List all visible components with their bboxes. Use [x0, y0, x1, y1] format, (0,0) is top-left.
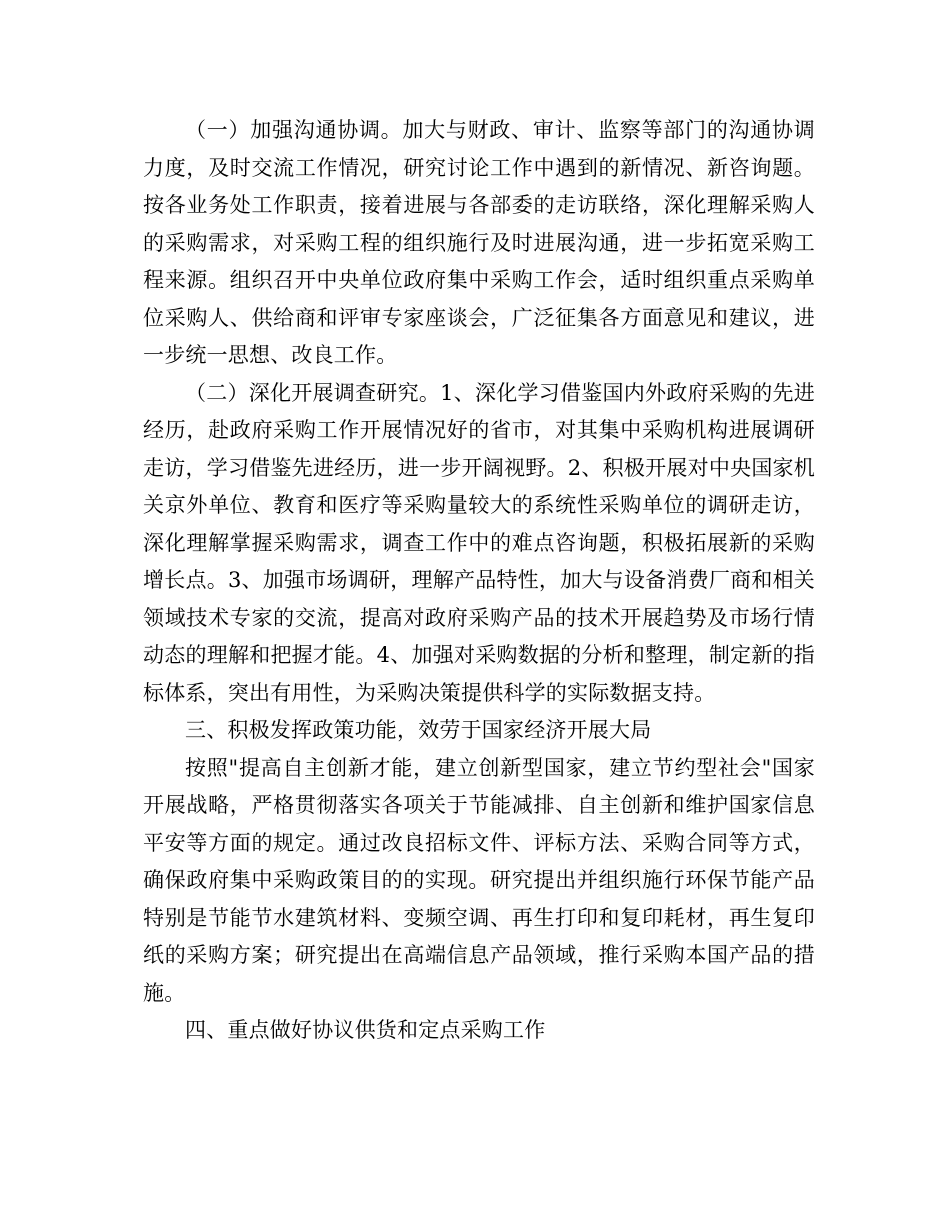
section-heading-supply: 四、重点做好协议供货和定点采购工作: [185, 1018, 546, 1042]
document-body: [143, 112, 815, 1050]
paragraph-research: （二）深化开展调查研究。1、深化学习借鉴国内外政府采购的先进经历，赴政府采购工作开展情况好的省市，对其集中采购机构进展调研走访，学习借鉴先进经历，进一步开阔视野。2、积极开展对中央国家机关京外单位、教育和医疗等采购量较大的系统性采购单位的调研走访，深化理解掌握采购需求，调查工作中的难点咨询题，积极拓展新的采购增长点。3、加强市场调研，理解产品特性，加大与设备消费厂商和相关领域技术专家的交流，提高对政府采购产品的技术开展趋势及市场行情动态的理解和把握才能。4、加强对采购数据的分析和整理，制定新的指标体系，突出有用性，为采购决策提供科学的实际数据支持。: [143, 380, 815, 705]
paragraph-communication: （一）加强沟通协调。加大与财政、审计、监察等部门的沟通协调力度，及时交流工作情况，研究讨论工作中遇到的新情况、新咨询题。按各业务处工作职责，接着进展与各部委的走访联络，深化理解采购人的采购需求，对采购工程的组织施行及时进展沟通，进一步拓宽采购工程来源。组织召开中央单位政府集中采购工作会，适时组织重点采购单位采购人、供给商和评审专家座谈会，广泛征集各方面意见和建议，进一步统一思想、改良工作。: [143, 118, 815, 367]
section-heading-policy: 三、积极发挥政策功能，效劳于国家经济开展大局: [185, 718, 652, 742]
paragraph-policy: 按照"提高自主创新才能，建立创新型国家，建立节约型社会"国家开展战略，严格贯彻落实各项关于节能减排、自主创新和维护国家信息平安等方面的规定。通过改良招标文件、评标方法、采购合同等方式，确保政府集中采购政策目的的实现。研究提出并组织施行环保节能产品特别是节能节水建筑材料、变频空调、再生打印和复印耗材，再生复印纸的采购方案；研究提出在高端信息产品领域，推行采购本国产品的措施。: [143, 755, 815, 1005]
